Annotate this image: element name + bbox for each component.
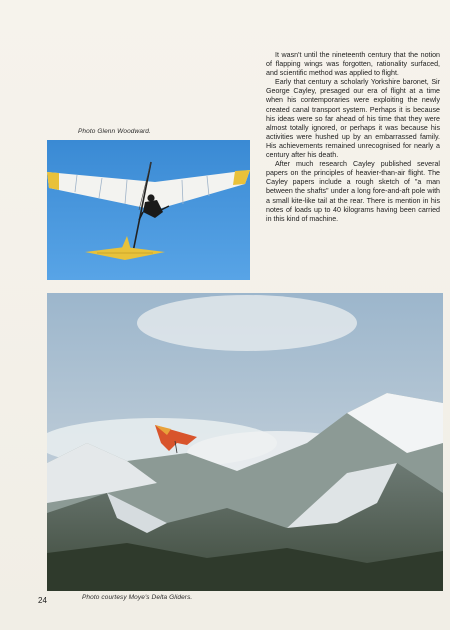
page-number: 24 xyxy=(38,596,47,605)
paragraph: After much research Cayley published several papers on the principles of heavier-than-air flight. The Cayley papers include a rough sketch of "a man between the shafts" under a long fore-and-aft pole with a small kite-like tail at the rear. There is mention in his notes of loads up to 40 kilograms having been carried in this kind of machine. xyxy=(266,160,440,223)
article-text xyxy=(266,51,440,224)
bottom-photo-caption: Photo courtesy Moye's Delta Gliders. xyxy=(82,594,193,601)
paragraph: It wasn't until the nineteenth century that the notion of flapping wings was forgotten, rationality surfaced, and scientific method was applied to flight. xyxy=(266,51,440,78)
top-photo-caption: Photo Glenn Woodward. xyxy=(78,128,151,135)
paragraph: Early that century a scholarly Yorkshire baronet, Sir George Cayley, presaged our era of flight at a time when his contemporaries were exploiting the newly created canal transport system. Perhaps it is because his ideas were so far ahead of his time that they were almost totally ignored, or perhaps it was because his activities were hushed up by an embarrassed family. His achievements remained unrecognised for nearly a century after his death. xyxy=(266,78,440,160)
hang-glider-photo xyxy=(47,140,250,280)
mountain-glider-photo xyxy=(47,293,443,591)
